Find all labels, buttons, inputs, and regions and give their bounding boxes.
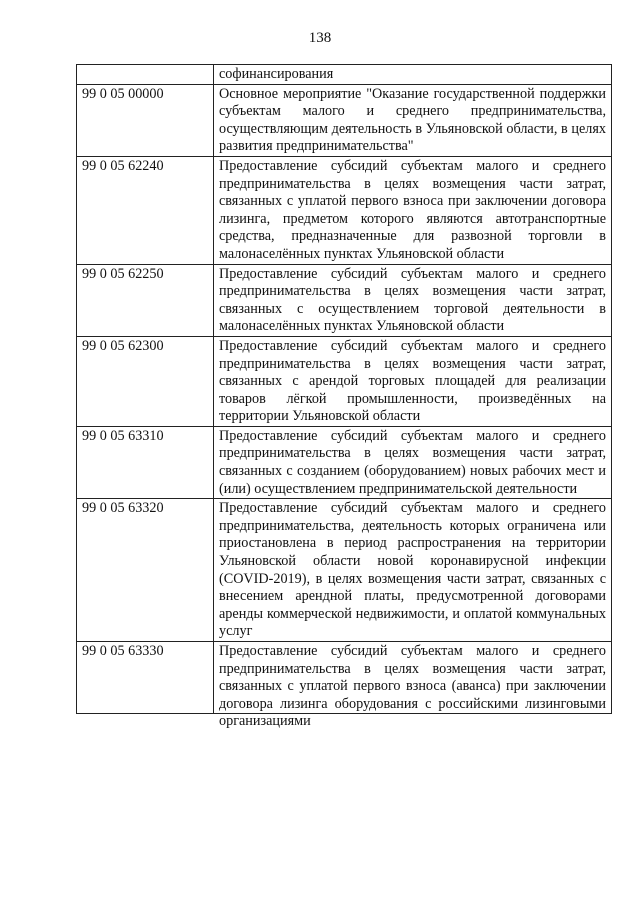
- code-cell: 99 0 05 63310: [77, 426, 214, 498]
- code-cell: [77, 65, 214, 85]
- page-number: 138: [308, 30, 332, 46]
- table-row: [77, 65, 612, 85]
- description-cell: Предоставление субсидий субъектам малого и среднего предпринимательства в целях возмещения части затрат, связанных с арендой торговых площадей для реализации товаров лёгкой промышленности, произведённых на территории Ульяновской области: [214, 336, 612, 426]
- description-cell: Предоставление субсидий субъектам малого и среднего предпринимательства в целях возмещения части затрат, связанных с созданием (оборудованием) новых рабочих мест и (или) осуществлением предпринимательской деятельности: [214, 426, 612, 498]
- description-cell: Предоставление субсидий субъектам малого и среднего предпринимательства в целях возмещения части затрат, связанных с осуществлением торговой деятельности в малонаселённых пунктах Ульяновской области: [214, 264, 612, 336]
- code-cell: 99 0 05 63330: [77, 642, 214, 714]
- table-row: [77, 499, 612, 642]
- code-cell: 99 0 05 62240: [77, 156, 214, 264]
- description-cell: Предоставление субсидий субъектам малого и среднего предпринимательства, деятельность которых ограничена или приостановлена в период распространения на территории Ульяновской области новой коронавирусной инфекции (COVID-2019), в целях возмещения части затрат, связанных с внесением арендной платы, предусмотренной договорами аренды коммерческой недвижимости, и оплатой коммунальных услуг: [214, 499, 612, 642]
- code-cell: 99 0 05 63320: [77, 499, 214, 642]
- table-row: [77, 264, 612, 336]
- table-row: [77, 84, 612, 156]
- description-cell: софинансирования: [214, 65, 612, 85]
- description-cell: Предоставление субсидий субъектам малого и среднего предпринимательства в целях возмещения части затрат, связанных с уплатой первого взноса при заключении договора лизинга, предметом которого являются автотранспортные средства, предназначенные для развозной торговли в малонаселённых пунктах Ульяновской области: [214, 156, 612, 264]
- description-text: Предоставление субсидий субъектам малого и среднего предпринимательства в целях возмещения части затрат, связанных с уплатой первого взноса (аванса) при заключении договора лизинга оборудования с российскими лизинговыми организациями: [219, 643, 606, 730]
- table-row: [77, 642, 612, 714]
- code-cell: 99 0 05 62300: [77, 336, 214, 426]
- table-row: [77, 156, 612, 264]
- table-row: [77, 426, 612, 498]
- description-cell: Основное мероприятие "Оказание государственной поддержки субъектам малого и среднего предпринимательства, осуществляющим деятельность в Ульяновской области, в целях развития предпринимательства": [214, 84, 612, 156]
- table-row: [77, 336, 612, 426]
- code-cell: 99 0 05 00000: [77, 84, 214, 156]
- description-cell: [214, 642, 612, 730]
- code-cell: 99 0 05 62250: [77, 264, 214, 336]
- budget-code-table: [76, 64, 612, 730]
